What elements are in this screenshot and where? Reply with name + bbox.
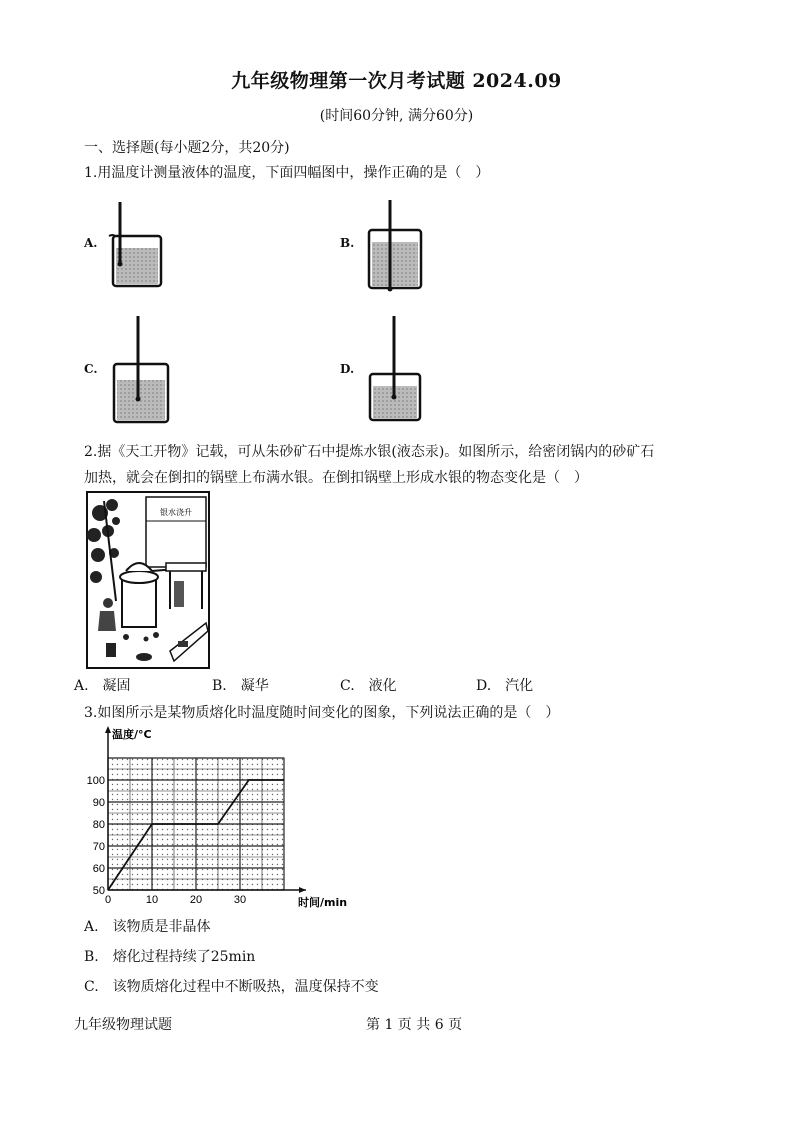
footer-left: 九年级物理试题 [74, 1017, 172, 1033]
illustration-caption: 银水浇升 [160, 508, 192, 517]
q1-option-c-figure [108, 312, 178, 427]
chart-y-tick-label: 60 [92, 863, 105, 875]
q3-option-a: A. 该物质是非晶体 [84, 919, 211, 935]
q2-option-c: C. 液化 [340, 678, 397, 694]
page-subtitle: (时间60分钟, 满分60分) [319, 108, 474, 124]
chart-x-tick-label: 0 [104, 894, 112, 906]
footer-page-number: 第 1 页 共 6 页 [366, 1017, 463, 1033]
chart-y-axis-label: 温度/°C [112, 728, 152, 741]
chart-y-tick-label: 70 [92, 841, 105, 853]
question-2-line-2: 加热，就会在倒扣的锅壁上布满水银。在倒扣锅壁上形成水银的物态变化是（ ） [84, 470, 588, 486]
q2-option-b: B. 凝华 [212, 678, 269, 694]
chart-x-tick-label: 20 [189, 894, 203, 906]
chart-y-tick-label: 50 [92, 885, 105, 897]
chart-y-tick-label: 100 [86, 775, 105, 787]
section-heading: 一、选择题(每小题2分，共20分) [84, 140, 290, 156]
q1-option-a-label: A. [84, 236, 98, 250]
q1-option-d-figure [366, 312, 436, 427]
chart-x-axis-label: 时间/min [298, 896, 348, 909]
chart-y-tick-label: 80 [92, 819, 105, 831]
q1-option-b-figure [365, 196, 435, 296]
page-title: 九年级物理第一次月考试题 2024.09 [231, 70, 562, 92]
q2-option-d: D. 汽化 [476, 678, 534, 694]
question-2-line-1: 2.据《天工开物》记载，可从朱砂矿石中提炼水银(液态汞)。如图所示，给密闭锅内的砂矿石 [84, 444, 655, 460]
q1-option-c-label: C. [84, 362, 98, 376]
q2-option-a: A. 凝固 [74, 678, 131, 694]
question-1-text: 1.用温度计测量液体的温度，下面四幅图中，操作正确的是（ ） [84, 165, 490, 181]
melting-chart [80, 722, 348, 916]
q3-option-c: C. 该物质熔化过程中不断吸热，温度保持不变 [84, 979, 379, 995]
q1-option-b-label: B. [340, 236, 355, 250]
chart-x-tick-label: 30 [233, 894, 247, 906]
q2-illustration [86, 491, 210, 673]
q1-option-a-figure [105, 196, 175, 296]
chart-x-tick-label: 10 [145, 894, 159, 906]
chart-y-tick-label: 90 [92, 797, 105, 809]
q3-option-b: B. 熔化过程持续了25min [84, 949, 256, 965]
q1-option-d-label: D. [340, 362, 355, 376]
chart-x-axis-arrow [299, 887, 306, 893]
question-3-text: 3.如图所示是某物质熔化时温度随时间变化的图象，下列说法正确的是（ ） [84, 705, 560, 721]
chart-y-axis-arrow [105, 726, 111, 733]
